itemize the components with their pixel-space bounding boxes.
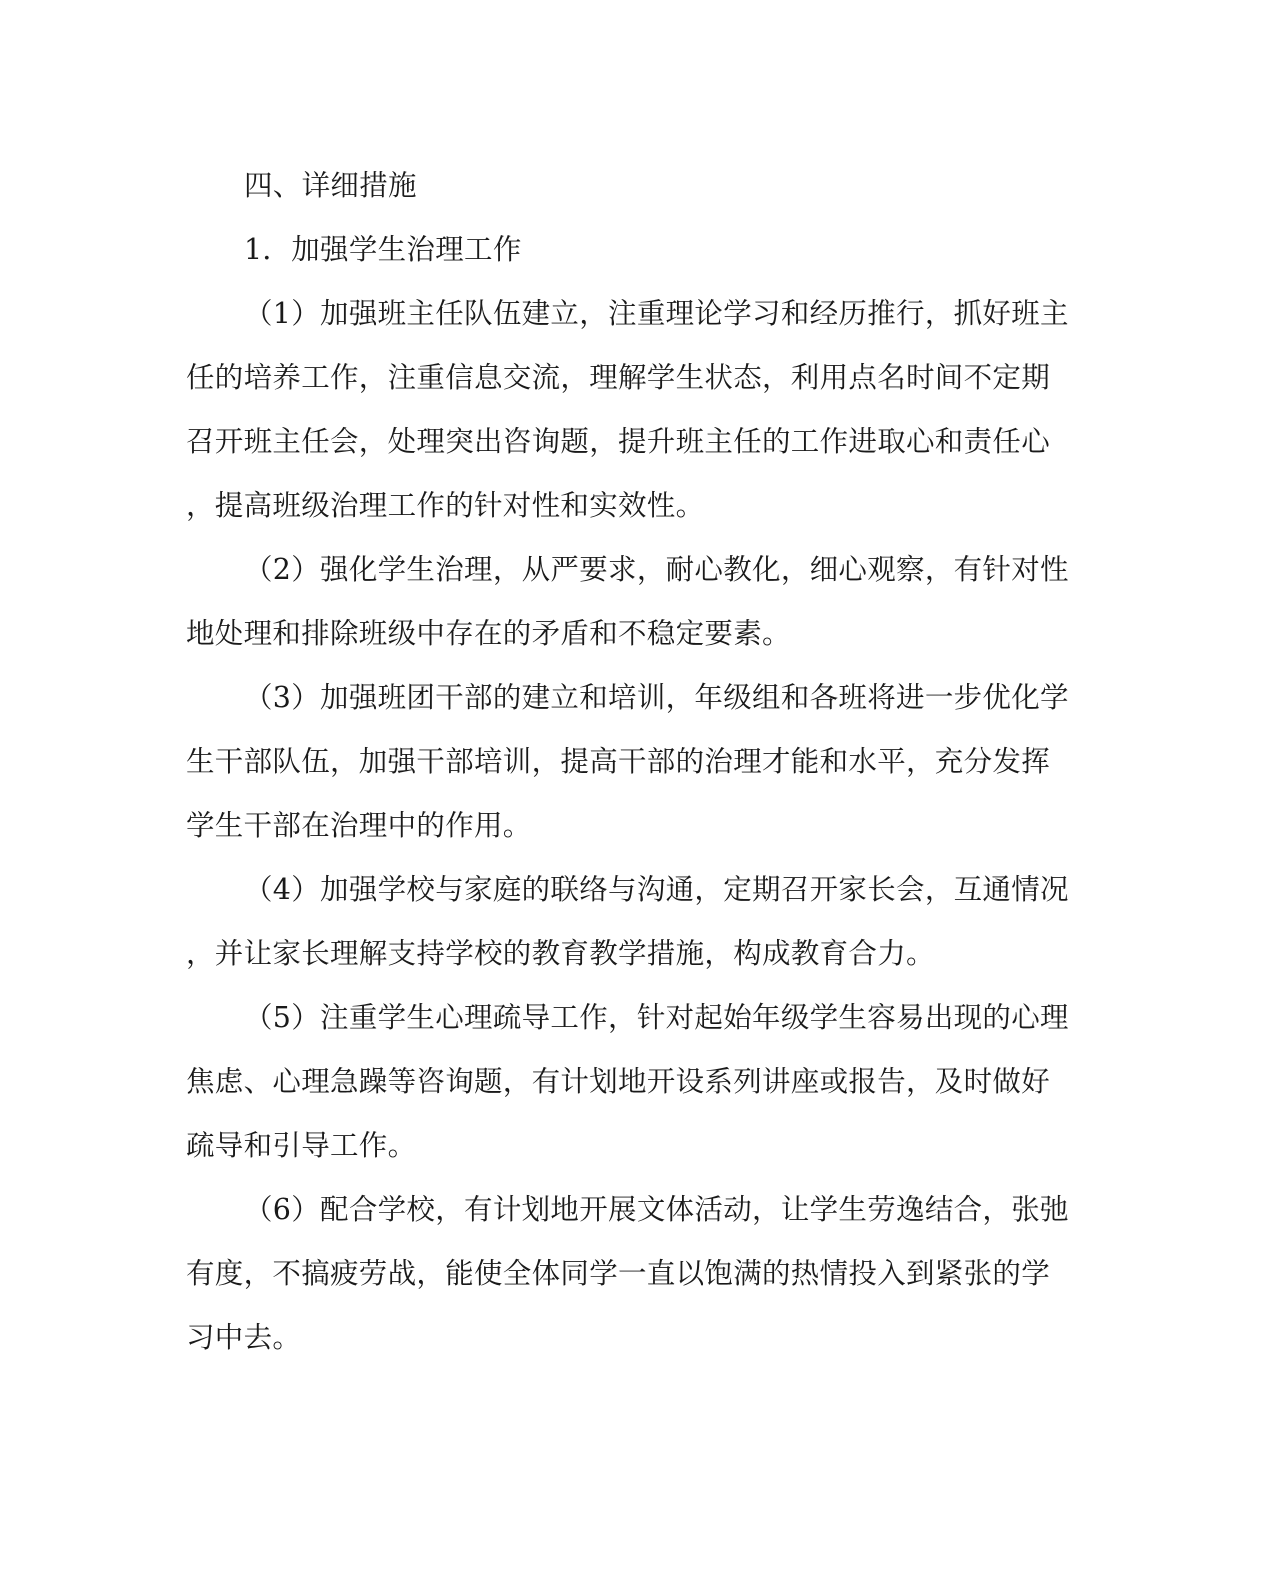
paragraph-line: 焦虑、心理急躁等咨询题，有计划地开设系列讲座或报告，及时做好	[186, 1065, 1051, 1098]
paragraph-line: 生干部队伍，加强干部培训，提高干部的治理才能和水平，充分发挥	[186, 745, 1051, 778]
paragraph-line: ，提高班级治理工作的针对性和实效性。	[186, 489, 705, 522]
paragraph-line: 地处理和排除班级中存在的矛盾和不稳定要素。	[186, 617, 791, 650]
subsection-heading: 1．加强学生治理工作	[244, 233, 522, 266]
paragraph-line: （6）配合学校，有计划地开展文体活动，让学生劳逸结合，张弛	[244, 1193, 1069, 1226]
paragraph-line: （4）加强学校与家庭的联络与沟通，定期召开家长会，互通情况	[244, 873, 1069, 906]
paragraph-line: （1）加强班主任队伍建立，注重理论学习和经历推行，抓好班主	[244, 297, 1069, 330]
paragraph-line: （3）加强班团干部的建立和培训，年级组和各班将进一步优化学	[244, 681, 1069, 714]
section-heading: 四、详细措施	[244, 169, 417, 202]
paragraph-line: 习中去。	[186, 1321, 302, 1354]
paragraph-line: 任的培养工作，注重信息交流，理解学生状态，利用点名时间不定期	[186, 361, 1051, 394]
paragraph-line: 疏导和引导工作。	[186, 1129, 417, 1162]
paragraph-line: 有度，不搞疲劳战，能使全体同学一直以饱满的热情投入到紧张的学	[186, 1257, 1051, 1290]
paragraph-line: （2）强化学生治理，从严要求，耐心教化，细心观察，有针对性	[244, 553, 1069, 586]
paragraph-line: ，并让家长理解支持学校的教育教学措施，构成教育合力。	[186, 937, 935, 970]
paragraph-line: 学生干部在治理中的作用。	[186, 809, 532, 842]
paragraph-line: （5）注重学生心理疏导工作，针对起始年级学生容易出现的心理	[244, 1001, 1069, 1034]
paragraph-line: 召开班主任会，处理突出咨询题，提升班主任的工作进取心和责任心	[186, 425, 1051, 458]
